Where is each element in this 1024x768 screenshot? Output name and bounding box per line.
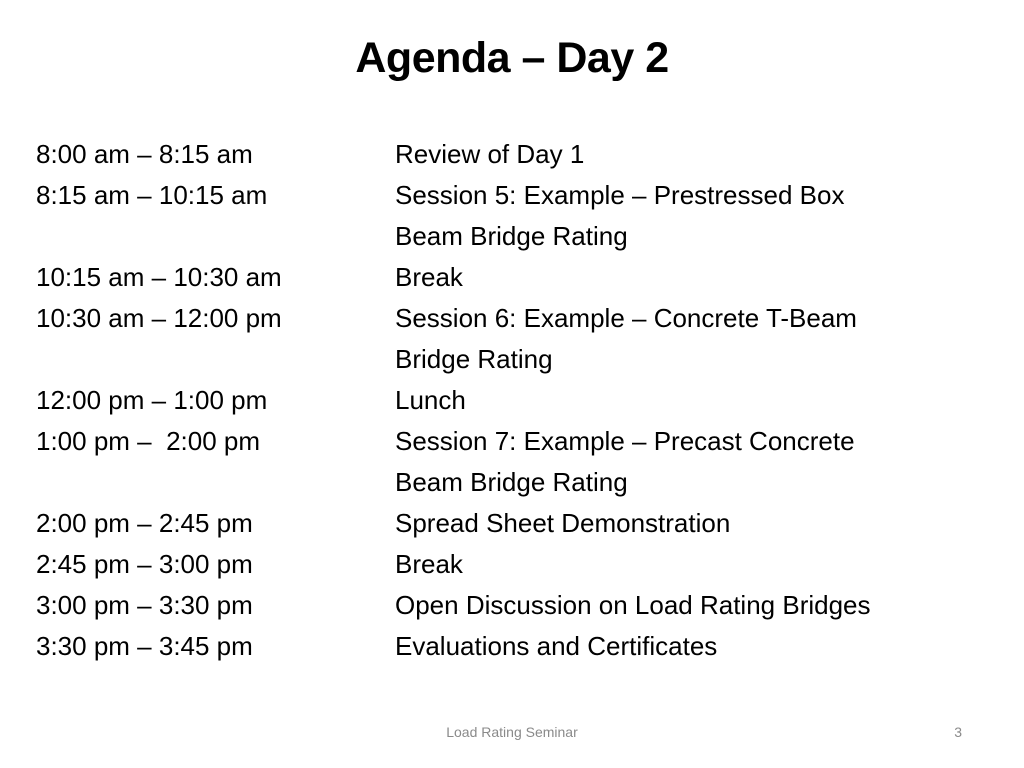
page-number: 3 <box>954 724 962 740</box>
agenda-description-line: Break <box>395 549 463 579</box>
agenda-row <box>36 503 996 544</box>
agenda-description-line: Beam Bridge Rating <box>395 467 628 497</box>
agenda-description <box>395 175 996 257</box>
agenda-description <box>395 585 996 626</box>
agenda-description <box>395 626 996 667</box>
agenda-description-line: Open Discussion on Load Rating Bridges <box>395 590 871 620</box>
agenda-time: 10:30 am – 12:00 pm <box>36 303 282 333</box>
agenda-row <box>36 421 996 503</box>
agenda-time: 8:15 am – 10:15 am <box>36 180 268 210</box>
agenda-description <box>395 298 996 380</box>
agenda-row <box>36 298 996 380</box>
agenda-row <box>36 585 996 626</box>
agenda-time: 2:45 pm – 3:00 pm <box>36 549 253 579</box>
agenda-description-line: Spread Sheet Demonstration <box>395 508 731 538</box>
agenda-row <box>36 257 996 298</box>
agenda-time: 10:15 am – 10:30 am <box>36 262 282 292</box>
agenda-time: 12:00 pm – 1:00 pm <box>36 385 268 415</box>
agenda-description-line: Session 6: Example – Concrete T-Beam <box>395 303 857 333</box>
agenda-description <box>395 257 996 298</box>
agenda-description <box>395 503 996 544</box>
agenda-time: 3:00 pm – 3:30 pm <box>36 590 253 620</box>
slide-title: Agenda – Day 2 <box>355 34 669 82</box>
agenda-description <box>395 380 996 421</box>
agenda-description <box>395 544 996 585</box>
agenda-list <box>36 134 996 667</box>
agenda-time: 2:00 pm – 2:45 pm <box>36 508 253 538</box>
agenda-row <box>36 175 996 257</box>
agenda-description-line: Session 5: Example – Prestressed Box <box>395 180 845 210</box>
agenda-time: 8:00 am – 8:15 am <box>36 139 253 169</box>
agenda-description-line: Lunch <box>395 385 466 415</box>
agenda-description-line: Beam Bridge Rating <box>395 221 628 251</box>
agenda-row <box>36 134 996 175</box>
agenda-row <box>36 380 996 421</box>
agenda-row <box>36 626 996 667</box>
agenda-time: 1:00 pm – 2:00 pm <box>36 426 261 456</box>
agenda-description-line: Break <box>395 262 463 292</box>
agenda-description-line: Session 7: Example – Precast Concrete <box>395 426 855 456</box>
agenda-description-line: Review of Day 1 <box>395 139 585 169</box>
agenda-description-line: Evaluations and Certificates <box>395 631 718 661</box>
agenda-description <box>395 421 996 503</box>
agenda-description-line: Bridge Rating <box>395 344 553 374</box>
agenda-time: 3:30 pm – 3:45 pm <box>36 631 253 661</box>
agenda-row <box>36 544 996 585</box>
agenda-description <box>395 134 996 175</box>
slide-footer: Load Rating Seminar <box>446 724 578 740</box>
